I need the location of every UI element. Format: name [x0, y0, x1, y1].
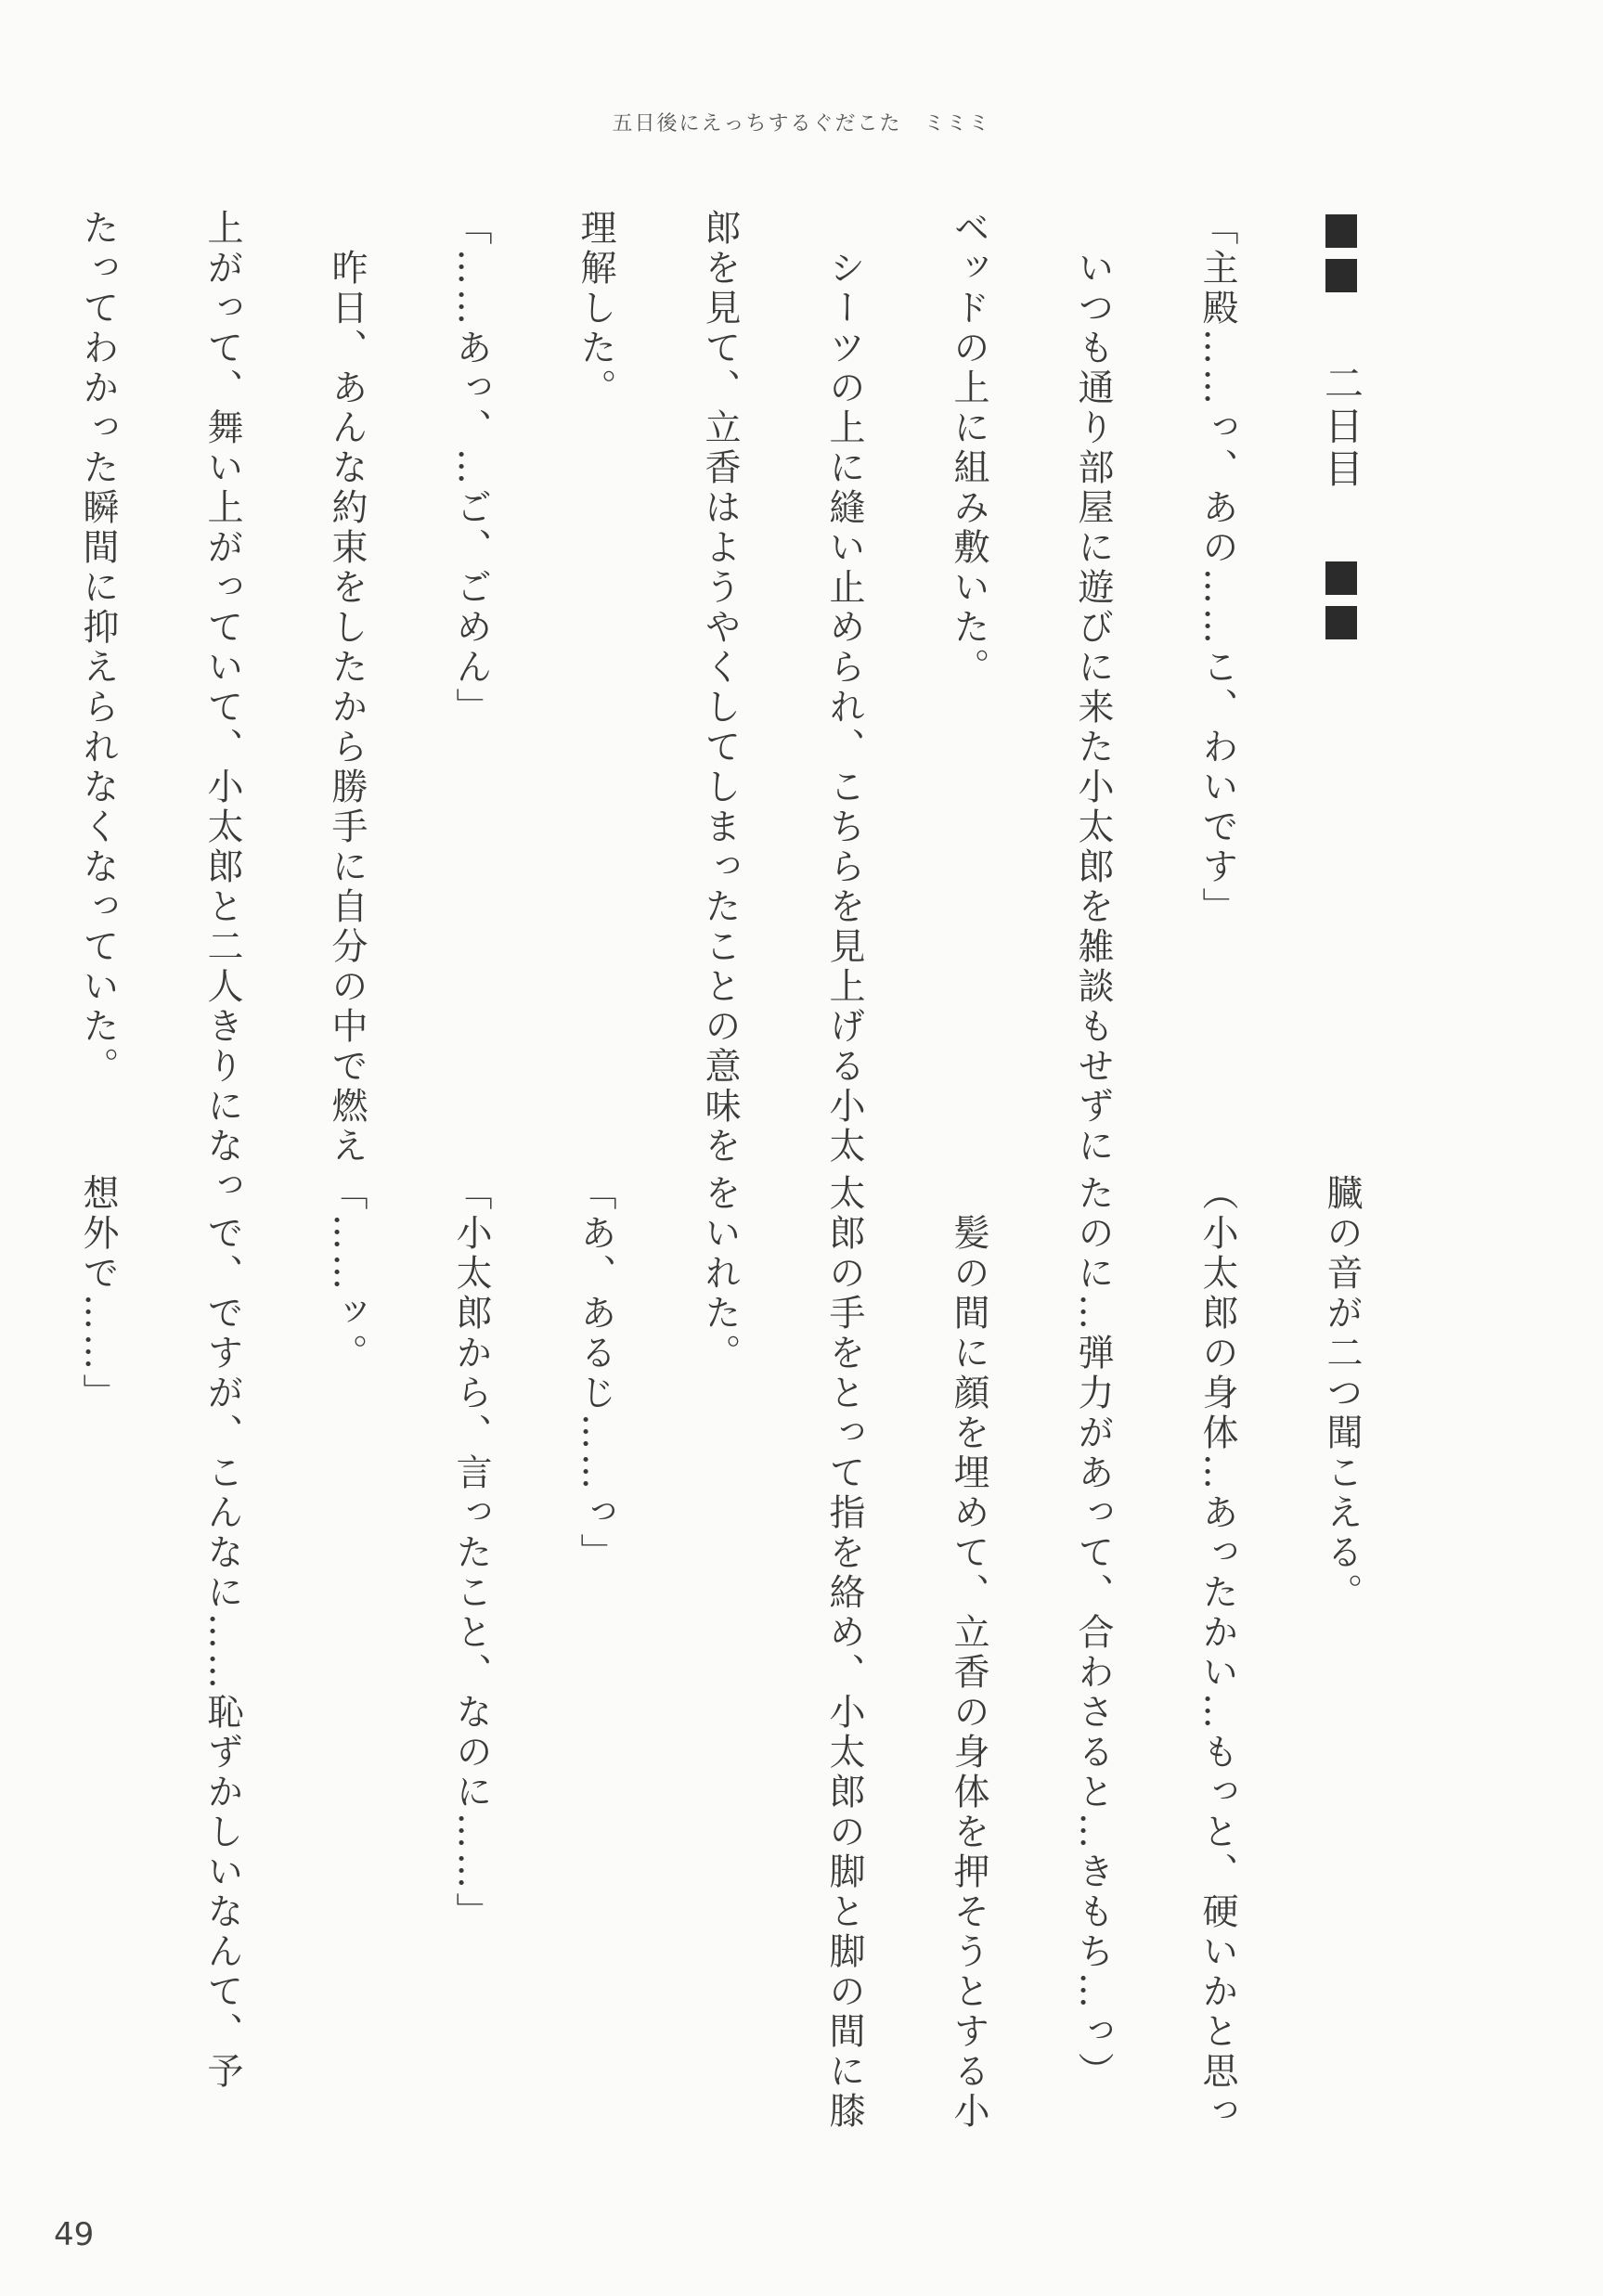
text-line: 上がって、舞い上がっていて、小太郎と二人きりになっ — [201, 209, 243, 1206]
text-line: たのに…弾力があって、合わさると…きもち…っ） — [1072, 1174, 1114, 2092]
text-line: 太郎の手をとって指を絡め、小太郎の脚と脚の間に膝 — [823, 1174, 865, 2132]
text-line: ベッドの上に組み敷いた。 — [948, 209, 989, 688]
text-line: 想外で……」 — [77, 1174, 119, 1413]
text-line: 昨日、あんな約束をしたから勝手に自分の中で燃え — [326, 209, 368, 1167]
heading-square-icon — [1325, 606, 1357, 639]
text-line: 「あ、あるじ……っ」 — [575, 1174, 616, 1573]
text-block-bottom — [77, 1174, 1403, 2132]
section-heading — [1279, 209, 1403, 1155]
text-line: 郎を見て、立香はようやくしてしまったことの意味を — [699, 209, 741, 1167]
text-line: 臓の音が二つ聞こえる。 — [1321, 1174, 1363, 1613]
text-line: 「小太郎から、言ったこと、なのに……」 — [450, 1174, 492, 1932]
text-line: をいれた。 — [699, 1174, 741, 1374]
text-line — [0, 1174, 35, 2121]
running-header: 五日後にえっちするぐだこた ミミミ — [612, 112, 991, 135]
text-line: 理解した。 — [575, 209, 616, 408]
text-line: （小太郎の身体…あったかい…もっと、硬いかと思っ — [1196, 1174, 1238, 2132]
page-number: 49 — [54, 2216, 95, 2253]
text-line: で、ですが、こんなに……恥ずかしいなんて、予 — [201, 1174, 243, 2092]
text-line: 「主殿……っ、あの……こ、わいです」 — [1196, 209, 1238, 927]
section-heading-text: 二日目 — [1319, 363, 1364, 491]
text-line: 髪の間に顔を埋めて、立香の身体を押そうとする小 — [948, 1174, 989, 2132]
heading-square-icon — [1325, 214, 1357, 248]
text-line: たってわかった瞬間に抑えられなくなっていた。 — [77, 209, 119, 1087]
text-line: 「……あっ、…ご、ごめん」 — [450, 209, 492, 728]
text-line — [0, 209, 35, 1155]
text-line: いつも通り部屋に遊びに来た小太郎を雑談もせずに — [1072, 209, 1114, 1167]
heading-square-icon — [1325, 259, 1357, 292]
heading-square-icon — [1325, 561, 1357, 595]
text-block-top — [77, 209, 1403, 1206]
text-line: シーツの上に縫い止められ、こちらを見上げる小太 — [823, 209, 865, 1167]
text-line: 「……ッ。 — [326, 1174, 368, 1374]
